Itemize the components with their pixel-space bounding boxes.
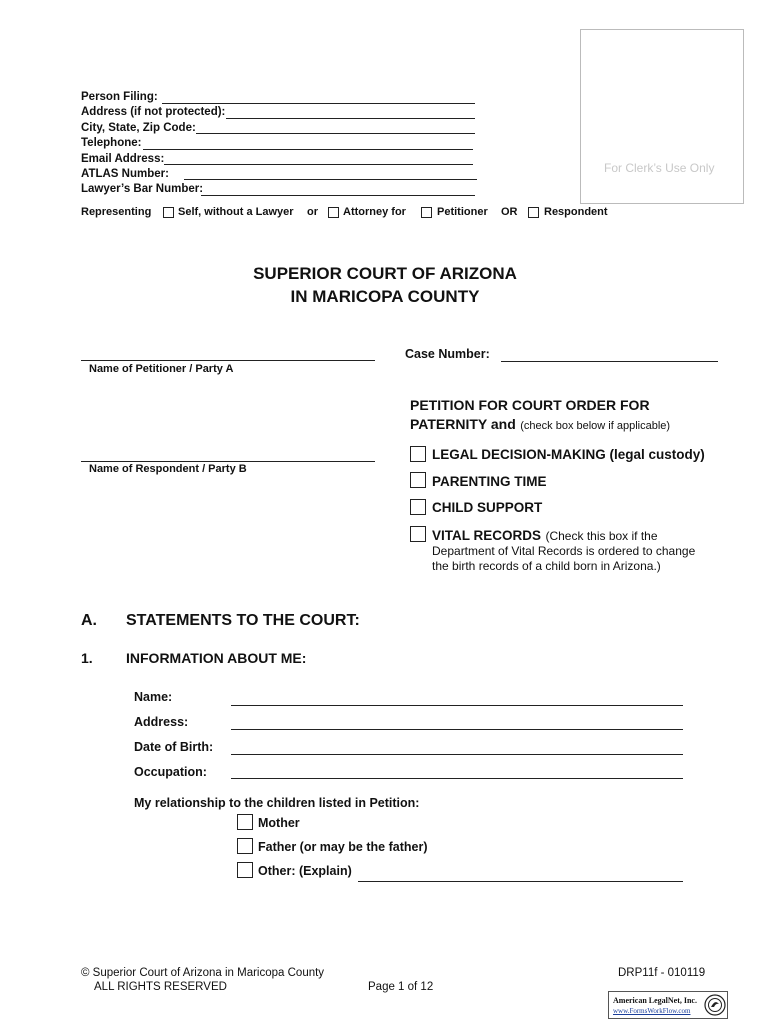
parenting-time-checkbox[interactable] bbox=[410, 472, 426, 488]
person-filing-label: Person Filing: bbox=[81, 91, 158, 103]
vendor-logo-icon bbox=[704, 994, 726, 1016]
vendor-name: American LegalNet, Inc. bbox=[613, 996, 697, 1005]
court-title-line1: SUPERIOR COURT OF ARIZONA bbox=[253, 264, 517, 283]
respondent-name-field[interactable] bbox=[81, 461, 375, 462]
petition-title-bold: PATERNITY and bbox=[410, 416, 516, 432]
petitioner-label: Petitioner bbox=[437, 206, 488, 218]
case-number-field[interactable] bbox=[501, 361, 718, 362]
bar-number-label: Lawyer’s Bar Number: bbox=[81, 183, 204, 196]
party-b-label: Name of Respondent / Party B bbox=[89, 463, 247, 475]
dob-label: Date of Birth: bbox=[134, 740, 214, 754]
clerk-use-text: For Clerk’s Use Only bbox=[604, 161, 715, 175]
self-checkbox[interactable] bbox=[163, 207, 174, 218]
item-1-heading: INFORMATION ABOUT ME: bbox=[126, 650, 307, 666]
legal-decision-checkbox[interactable] bbox=[410, 446, 426, 462]
party-a-label: Name of Petitioner / Party A bbox=[89, 363, 234, 375]
vendor-badge bbox=[608, 991, 728, 1019]
other-label: Other: (Explain) bbox=[258, 864, 352, 878]
mother-label: Mother bbox=[258, 816, 300, 830]
other-explain-field[interactable] bbox=[358, 881, 683, 882]
relationship-label: My relationship to the children listed in Petition: bbox=[134, 796, 420, 810]
item-1-number: 1. bbox=[81, 650, 93, 666]
vital-records-note-1: (Check this box if the bbox=[545, 529, 658, 543]
footer-rights: ALL RIGHTS RESERVED bbox=[94, 981, 227, 993]
name-label: Name: bbox=[134, 690, 173, 704]
child-support-checkbox[interactable] bbox=[410, 499, 426, 515]
legal-decision-label: LEGAL DECISION-MAKING (legal custody) bbox=[432, 447, 705, 462]
father-label: Father (or may be the father) bbox=[258, 840, 428, 854]
name-field[interactable] bbox=[231, 705, 683, 706]
attorney-label: Attorney for bbox=[343, 206, 406, 218]
address-field-me[interactable] bbox=[231, 729, 683, 730]
telephone-field[interactable] bbox=[143, 149, 473, 150]
city-state-zip-label: City, State, Zip Code: bbox=[81, 121, 196, 134]
or-label-2: OR bbox=[501, 206, 518, 218]
telephone-label: Telephone: bbox=[81, 137, 142, 150]
vital-records-note-2: Department of Vital Records is ordered to change bbox=[432, 544, 696, 558]
case-number-label: Case Number: bbox=[405, 347, 490, 361]
or-label: or bbox=[307, 206, 318, 218]
petition-title-note: (check box below if applicable) bbox=[520, 420, 671, 432]
attorney-checkbox[interactable] bbox=[328, 207, 339, 218]
address-label: Address (if not protected): bbox=[81, 106, 226, 119]
clerk-use-box bbox=[580, 29, 744, 204]
petition-title-line1: PETITION FOR COURT ORDER FOR bbox=[410, 397, 650, 413]
footer-form-id: DRP11f - 010119 bbox=[618, 967, 706, 979]
city-state-zip-field[interactable] bbox=[196, 133, 475, 134]
vital-records-note-3: the birth records of a child born in Arizona.) bbox=[432, 559, 661, 573]
respondent-label: Respondent bbox=[544, 206, 608, 218]
vital-records-line1 bbox=[432, 527, 658, 545]
court-title-line2: IN MARICOPA COUNTY bbox=[290, 287, 480, 306]
bar-number-field[interactable] bbox=[201, 195, 475, 196]
dob-field[interactable] bbox=[231, 754, 683, 755]
email-label: Email Address: bbox=[81, 152, 165, 165]
atlas-field[interactable] bbox=[184, 179, 477, 180]
father-checkbox[interactable] bbox=[237, 838, 253, 854]
child-support-label: CHILD SUPPORT bbox=[432, 500, 543, 515]
vendor-url[interactable]: www.FormsWorkFlow.com bbox=[613, 1007, 691, 1015]
occupation-label: Occupation: bbox=[134, 765, 207, 779]
petition-title-line2 bbox=[410, 416, 670, 434]
section-a-heading: STATEMENTS TO THE COURT: bbox=[126, 612, 360, 629]
self-label: Self, without a Lawyer bbox=[178, 206, 294, 218]
person-filing-field[interactable] bbox=[162, 103, 475, 104]
filer-info bbox=[81, 90, 225, 198]
email-field[interactable] bbox=[164, 164, 473, 165]
footer-copyright: © Superior Court of Arizona in Maricopa County bbox=[81, 967, 325, 979]
address-field[interactable] bbox=[226, 118, 475, 119]
other-checkbox[interactable] bbox=[237, 862, 253, 878]
occupation-field[interactable] bbox=[231, 778, 683, 779]
vital-records-checkbox[interactable] bbox=[410, 526, 426, 542]
footer-page: Page 1 of 12 bbox=[368, 981, 434, 993]
section-a-letter: A. bbox=[81, 612, 97, 629]
address-label-me: Address: bbox=[134, 715, 189, 729]
atlas-label: ATLAS Number: bbox=[81, 168, 169, 181]
respondent-checkbox[interactable] bbox=[528, 207, 539, 218]
parenting-time-label: PARENTING TIME bbox=[432, 474, 547, 489]
vital-records-label: VITAL RECORDS bbox=[432, 528, 542, 543]
mother-checkbox[interactable] bbox=[237, 814, 253, 830]
petitioner-checkbox[interactable] bbox=[421, 207, 432, 218]
petitioner-name-field[interactable] bbox=[81, 360, 375, 361]
representing-label: Representing bbox=[81, 206, 152, 218]
